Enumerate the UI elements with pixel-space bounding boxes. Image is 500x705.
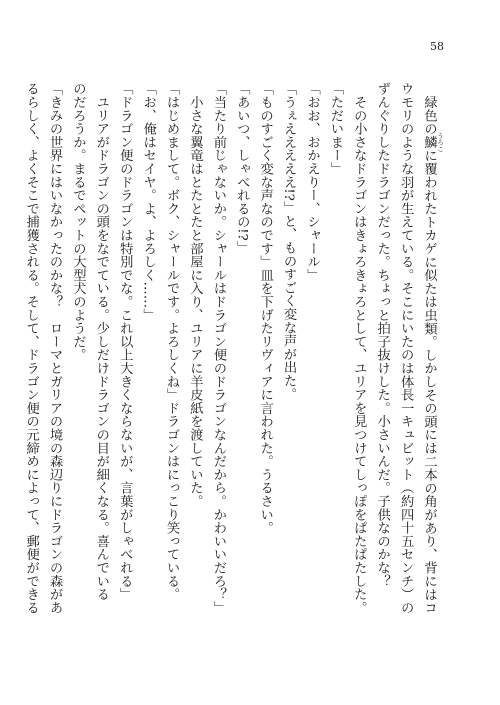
text-line: 「ものすごく変な声なのです」皿を下げたリヴィアに言われた。うるさい。	[257, 82, 273, 535]
text-line: ユリアがドラゴンの頭をなでている。少しだけドラゴンの目が細くなる。喜んでいる	[93, 82, 109, 601]
page-number: 58	[430, 40, 444, 53]
ruby-annotation: 鱗 うろこ	[421, 132, 444, 152]
text-line: 「はじめまして。ボク、シャールです。よろしくね」ドラゴンはにっこり笑っている。	[164, 82, 180, 601]
text-line: ウモリのような羽が生えている。そこにいたのは体長一キュビット（約四十五センチ）の	[398, 82, 414, 614]
vertical-text-body	[23, 82, 444, 657]
text-line: その小さなドラゴンはきょろきょろとして、ユリアを見つけてしっぽをぱたぱたした。	[351, 82, 367, 614]
text-line: 「当たり前じゃないか。シャールはドラゴン便のドラゴンなんだから。かわいいだろ？」	[210, 82, 226, 614]
text-line: 小さな翼竜はとたとたと部屋に入り、ユリアに羊皮紙を渡していた。	[187, 82, 203, 508]
text-line: 「きみの世界にはいなかったのかな？ ローマとガリアの境の森辺りにドラゴンの森があ	[47, 82, 62, 614]
text-line: 「おお、おかえりー、シャール」	[304, 82, 320, 282]
text-line: るらしく、よくそこで捕獲される。そして、ドラゴン便の元締めによって、郵便ができる	[23, 82, 39, 614]
text-line: 「ただいまー」	[327, 82, 343, 176]
text-line: 「うぇえええええ!?」と、ものすごく変な声が出た。	[281, 82, 297, 401]
text-line: 「お、俺はセイヤ。よ、よろしく……」	[140, 82, 156, 322]
text-line: ずんぐりしたドラゴンだった。ちょっと拍子抜けした。小さいんだ。子供なのかな？	[374, 82, 390, 588]
text-line: 「あいつ、しゃべれるの!?」	[234, 82, 250, 255]
text-line: 緑色の鱗 うろこに覆われたトカゲに似たは虫類。しかしその頭には二本の角があり、背にはコ	[421, 82, 444, 615]
text-line: 「ドラゴン便のドラゴンは特別でな。これ以上大きくならないが、言葉がしゃべれる」	[117, 82, 133, 601]
text-line: のだろうか。まるでペットの大型犬のようだ。	[70, 82, 86, 362]
